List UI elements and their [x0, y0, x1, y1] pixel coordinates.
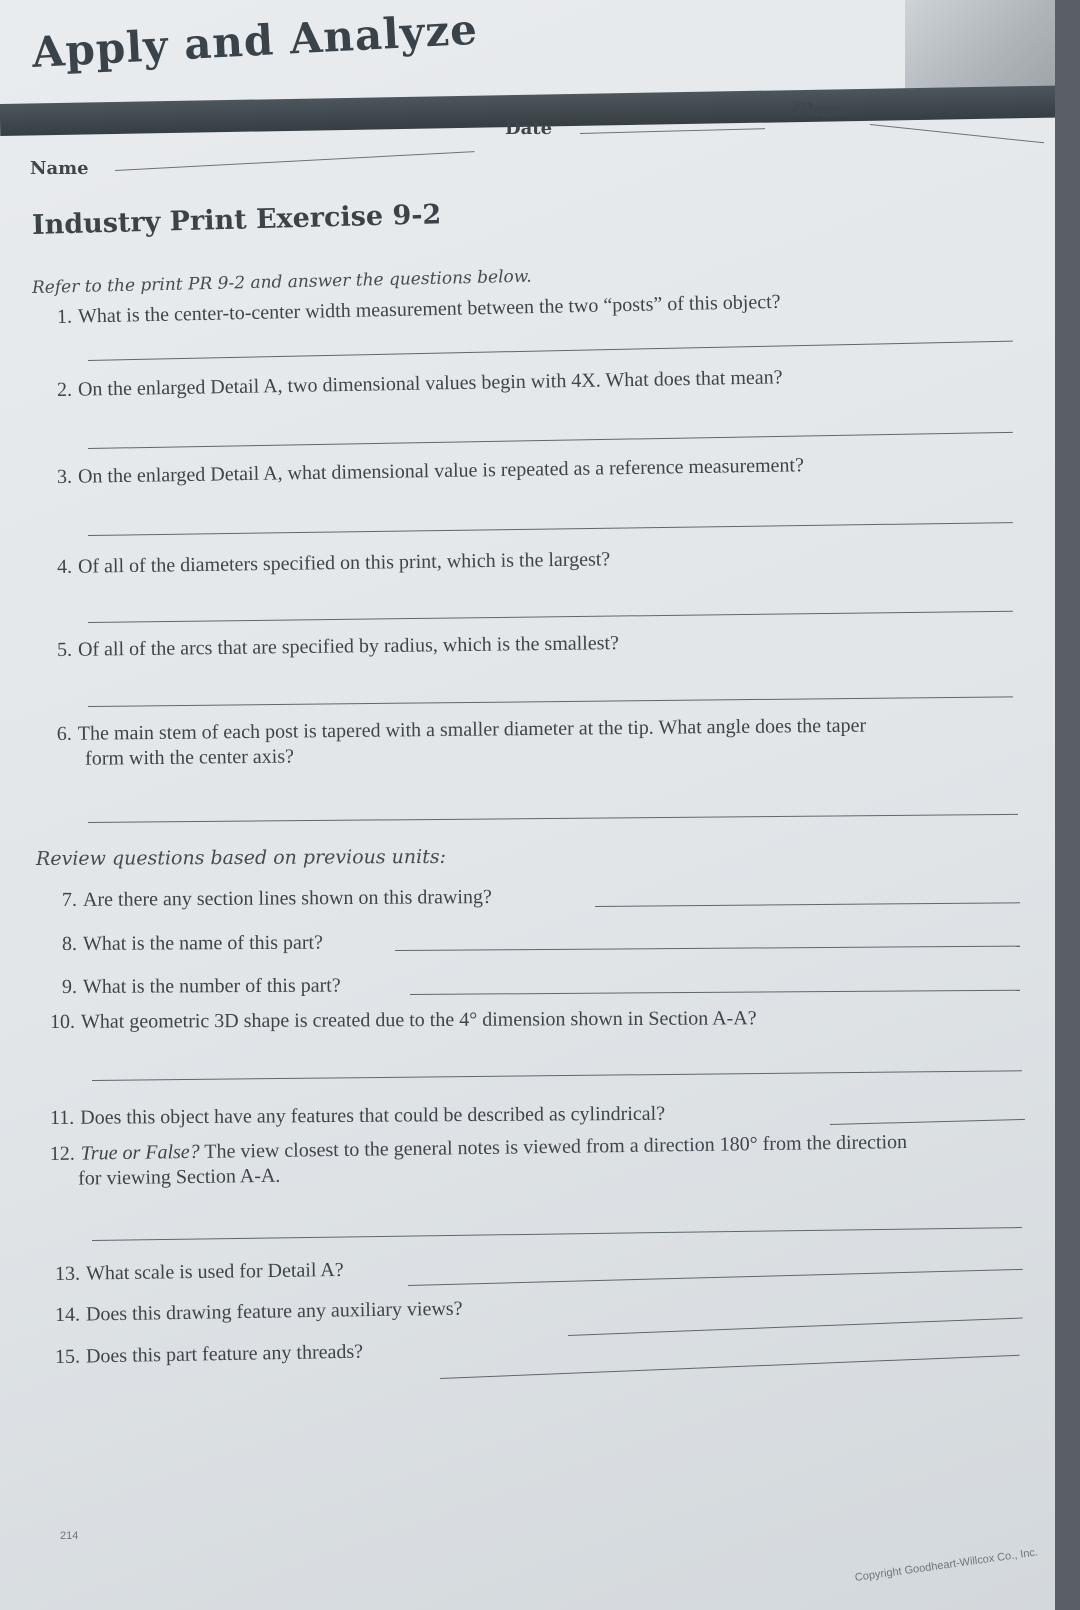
- question-3: 3. On the enlarged Detail A, what dimensional value is repeated as a reference measurement?: [56, 454, 805, 488]
- answer-line-9[interactable]: [410, 990, 1020, 995]
- answer-line-4[interactable]: [88, 611, 1013, 623]
- answer-line-13[interactable]: [408, 1269, 1023, 1286]
- answer-line-15[interactable]: [440, 1355, 1020, 1379]
- question-9: 9. What is the number of this part?: [61, 974, 341, 998]
- answer-line-3[interactable]: [88, 522, 1013, 536]
- date-label: Date: [505, 118, 553, 139]
- question-15: 15. Does this part feature any threads?: [54, 1340, 364, 1368]
- question-13: 13. What scale is used for Detail A?: [54, 1258, 344, 1285]
- date-field[interactable]: [580, 128, 765, 134]
- answer-line-6[interactable]: [88, 814, 1018, 823]
- question-14: 14. Does this drawing feature any auxiliary views?: [54, 1297, 463, 1326]
- answer-line-11[interactable]: [830, 1119, 1025, 1125]
- copyright-notice: Copyright Goodheart-Willcox Co., Inc.: [854, 1546, 1039, 1584]
- answer-line-14[interactable]: [568, 1318, 1023, 1336]
- answer-line-12[interactable]: [92, 1227, 1022, 1241]
- instructions: Refer to the print PR 9-2 and answer the questions below.: [31, 266, 532, 298]
- name-field[interactable]: [115, 151, 475, 171]
- answer-line-10[interactable]: [92, 1070, 1022, 1081]
- question-1: 1. What is the center-to-center width measurement between the two “posts” of this object?: [56, 290, 781, 328]
- exercise-title: Industry Print Exercise 9-2: [31, 199, 442, 241]
- class-label: Class: [793, 100, 847, 121]
- question-12: 12. True or False? The view closest to the general notes is viewed from a direction 180° from the direction for viewing Section A-A.: [49, 1131, 908, 1190]
- question-11: 11. Does this object have any features that could be described as cylindrical?: [49, 1102, 666, 1129]
- page-title: Apply and Analyze: [30, 4, 479, 77]
- question-6: 6. The main stem of each post is tapered with a smaller diameter at the tip. What angle does the taper form with the center axis?: [56, 714, 867, 770]
- question-10: 10. What geometric 3D shape is created due to the 4° dimension shown in Section A-A?: [49, 1007, 757, 1033]
- question-8: 8. What is the name of this part?: [61, 931, 323, 955]
- answer-line-8[interactable]: [395, 946, 1020, 951]
- question-7: 7. Are there any section lines shown on this drawing?: [61, 885, 492, 911]
- answer-line-7[interactable]: [595, 902, 1020, 907]
- name-label: Name: [30, 158, 89, 179]
- answer-line-5[interactable]: [88, 696, 1013, 707]
- page-number: 214: [60, 1530, 79, 1542]
- question-4: 4. Of all of the diameters specified on this print, which is the largest?: [56, 548, 611, 578]
- answer-line-1[interactable]: [88, 341, 1013, 361]
- question-2: 2. On the enlarged Detail A, two dimensional values begin with 4X. What does that mean?: [56, 366, 783, 401]
- class-field[interactable]: [870, 124, 1044, 143]
- answer-line-2[interactable]: [88, 432, 1013, 449]
- question-5: 5. Of all of the arcs that are specified by radius, which is the smallest?: [56, 632, 620, 661]
- review-heading: Review questions based on previous units:: [35, 845, 447, 870]
